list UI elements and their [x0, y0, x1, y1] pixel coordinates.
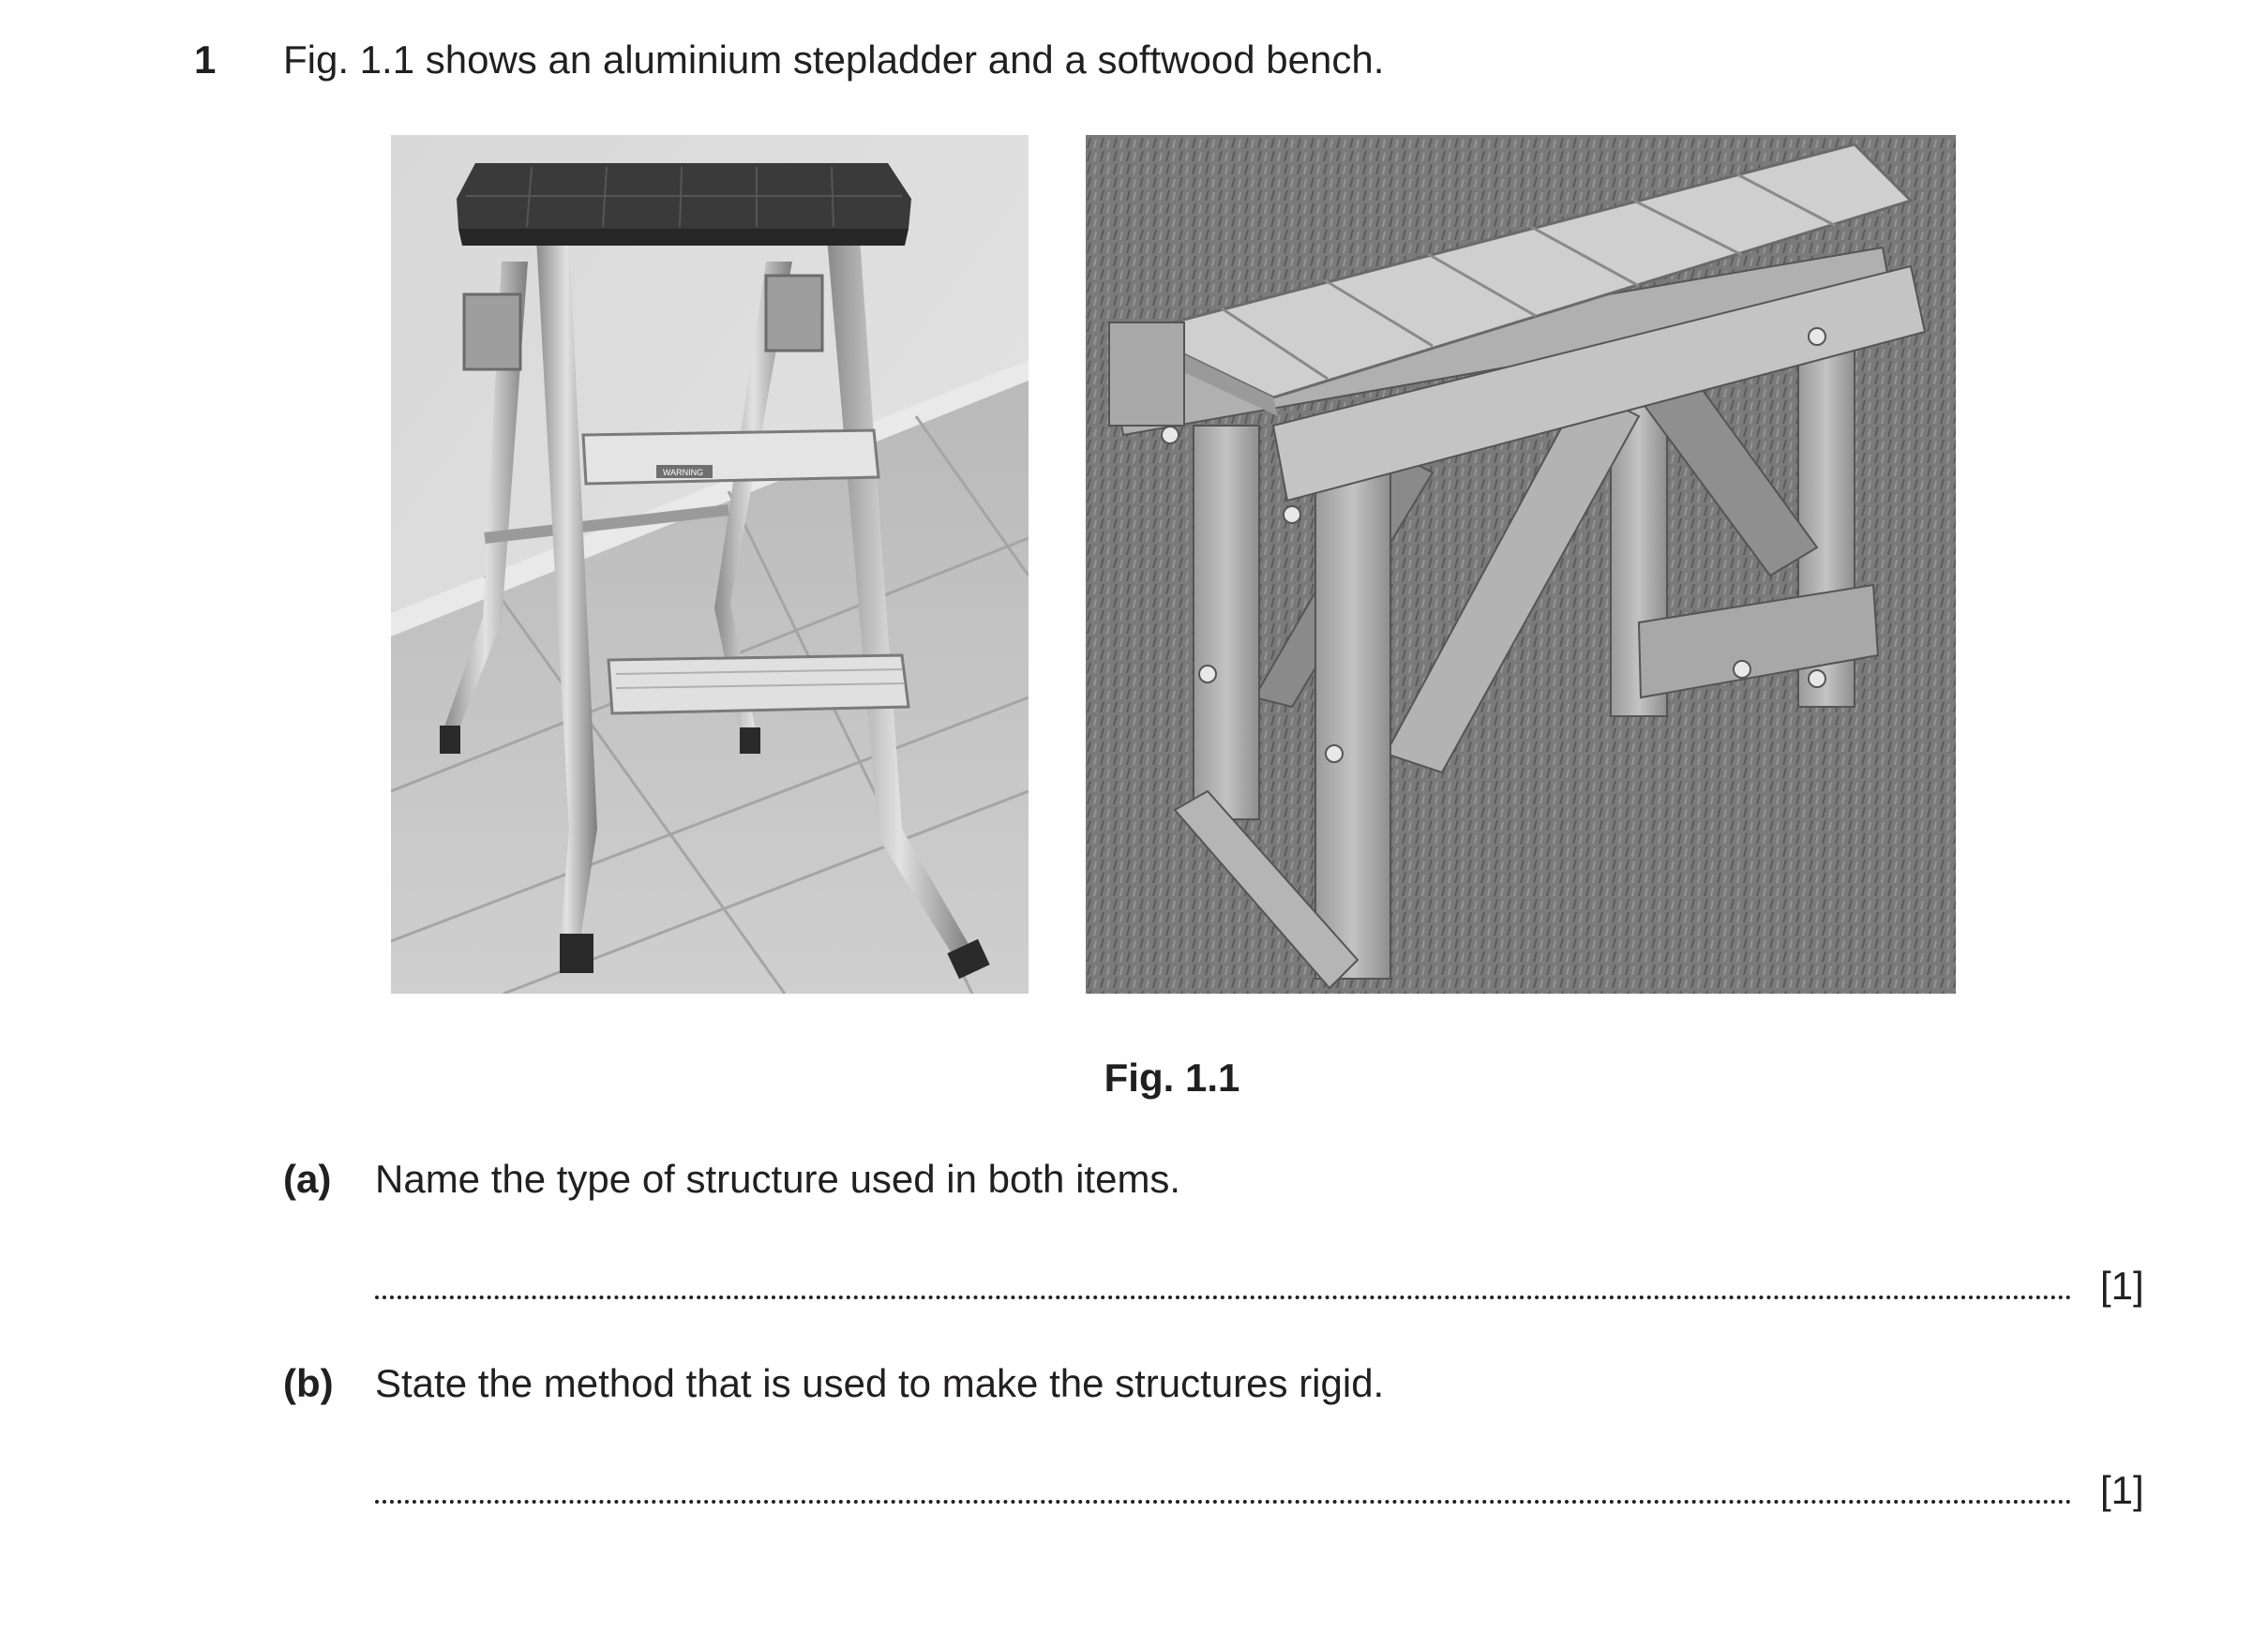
- bench-photo: [1086, 135, 1956, 994]
- stepladder-photo: [391, 135, 1029, 994]
- question-number: 1: [194, 37, 217, 82]
- part-a-label: (a): [283, 1157, 332, 1201]
- part-a-marks: [1]: [2100, 1264, 2144, 1308]
- question-intro: Fig. 1.1 shows an aluminium stepladder and a softwood bench.: [283, 37, 1385, 82]
- part-b-answer-line[interactable]: [375, 1500, 2072, 1504]
- part-b-text: State the method that is used to make the structures rigid.: [375, 1361, 1385, 1405]
- figure-caption: Fig. 1.1: [1104, 1056, 1240, 1100]
- part-a-text: Name the type of structure used in both items.: [375, 1157, 1181, 1201]
- part-b-marks: [1]: [2100, 1468, 2144, 1512]
- part-b-label: (b): [283, 1361, 334, 1405]
- warning-label: WARNING: [663, 468, 704, 477]
- part-a-answer-line[interactable]: [375, 1296, 2072, 1299]
